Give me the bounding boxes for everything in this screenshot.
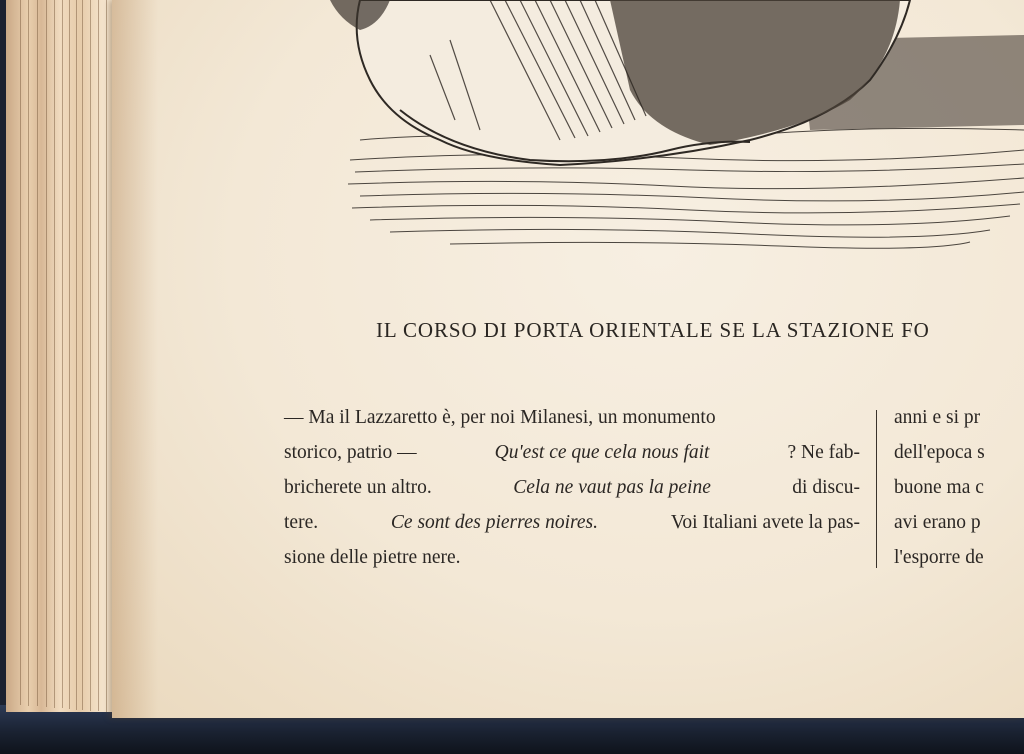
text-line: buone ma c [894,477,984,498]
column-divider [876,410,877,568]
text-line: sione delle pietre nere. [284,547,461,568]
text-line: tere. Ce sont des pierres noires. Voi Italiani avete la pas- [284,512,860,533]
text-line: — Ma il Lazzaretto è, per noi Milanesi, un monumento [284,407,716,428]
text-line: bricherete un altro. Cela ne vaut pas la peine di discu- [284,477,860,498]
illustration-caption: IL CORSO DI PORTA ORIENTALE SE LA STAZIONE FO [376,318,930,342]
text-line: l'esporre de [894,547,984,568]
text-line: storico, patrio — Qu'est ce que cela nous fait ? Ne fab- [284,442,860,463]
text-line: anni e si pr [894,407,981,428]
text-line: avi erano p [894,512,981,533]
text-line: dell'epoca s [894,442,985,463]
engraving-illustration [330,0,1024,260]
text-column-right [894,400,1024,575]
text-column-left [284,400,860,575]
